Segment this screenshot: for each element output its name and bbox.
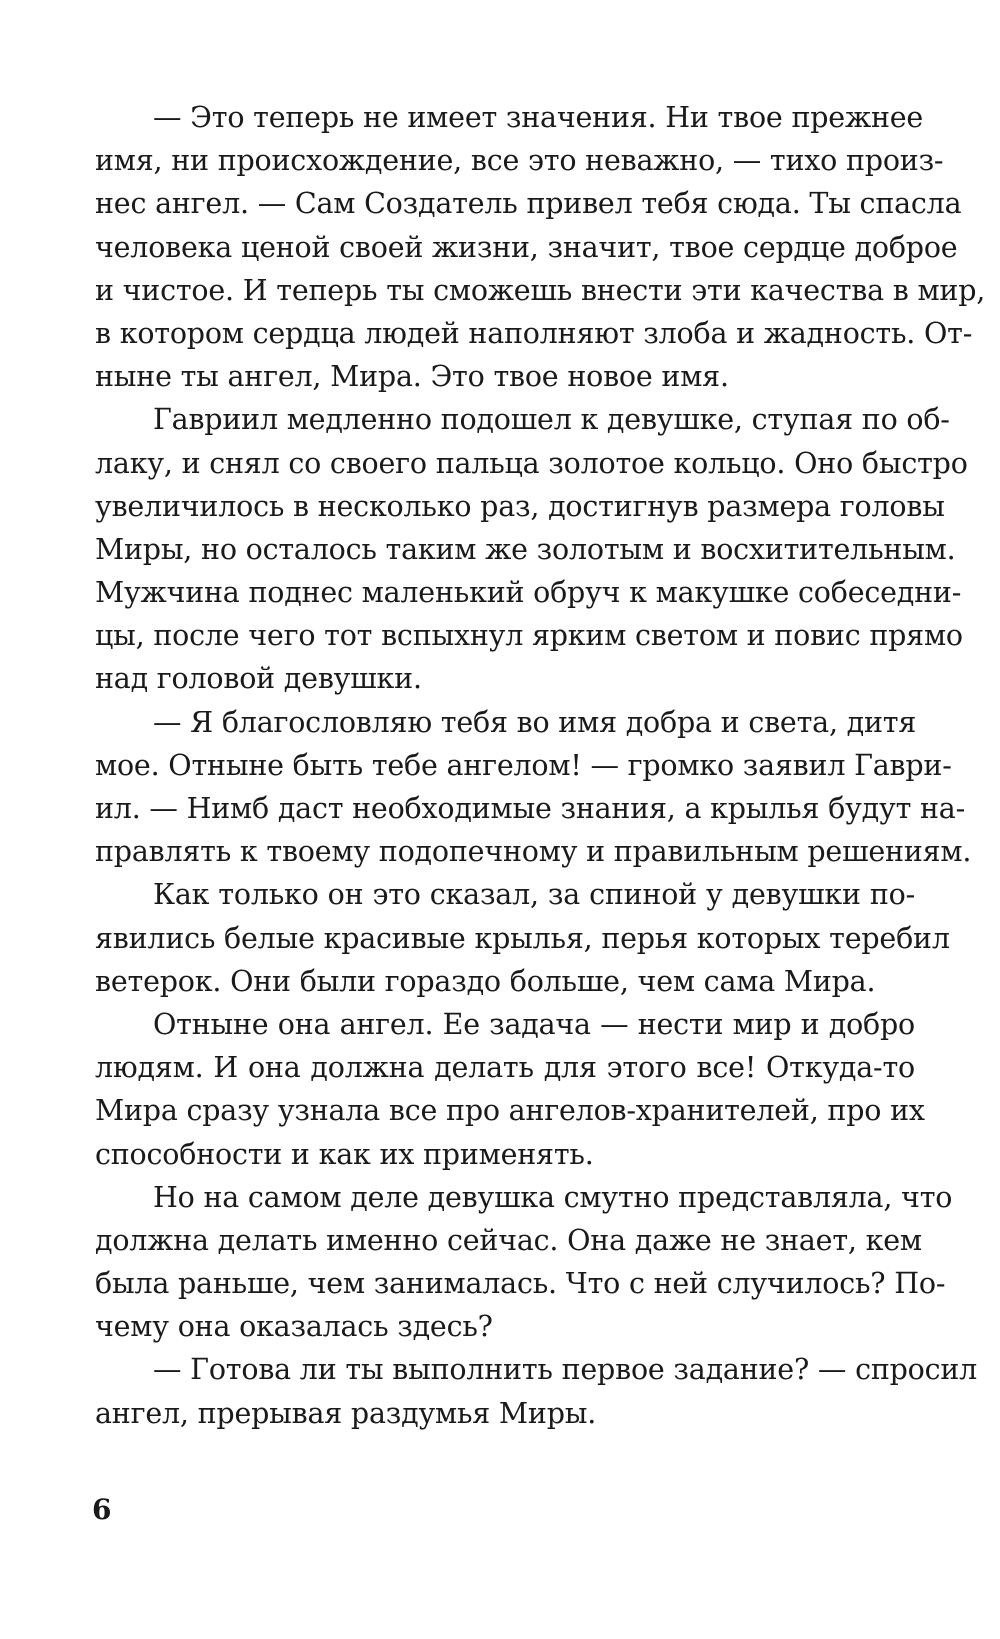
text-line: — Готова ли ты выполнить первое задание? — спросил — [153, 1353, 978, 1387]
text-line: ангел, прерывая раздумья Миры. — [95, 1396, 597, 1430]
text-line: имя, ни происхождение, все это неважно, — тихо произ- — [95, 144, 944, 178]
paragraph — [95, 701, 972, 874]
paragraph — [95, 1003, 925, 1176]
paragraph — [95, 398, 968, 700]
paragraph — [95, 96, 986, 398]
text-line: правлять к твоему подопечному и правильным решениям. — [95, 835, 972, 869]
text-line: — Я благословляю тебя во имя добра и света, дитя — [153, 705, 917, 739]
text-line: была раньше, чем занималась. Что с ней случилось? По- — [95, 1267, 946, 1301]
text-line: способности и как их применять. — [95, 1137, 594, 1171]
text-line: должна делать именно сейчас. Она даже не знает, кем — [95, 1223, 922, 1257]
text-line: увеличилось в несколько раз, достигнув размера головы — [95, 489, 945, 523]
text-line: людям. И она должна делать для этого все! Откуда-то — [95, 1051, 915, 1085]
text-line: явились белые красивые крылья, перья которых теребил — [95, 921, 950, 955]
text-line: чему она оказалась здесь? — [95, 1310, 493, 1344]
text-line: и чистое. И теперь ты сможешь внести эти качества в мир, — [95, 273, 986, 307]
text-line: Мужчина поднес маленький обруч к макушке собеседни- — [95, 576, 962, 610]
text-line: ныне ты ангел, Мира. Это твое новое имя. — [95, 360, 729, 394]
text-line: в котором сердца людей наполняют злоба и жадность. От- — [95, 316, 973, 350]
text-line: Как только он это сказал, за спиной у девушки по- — [153, 878, 915, 912]
text-line: Миры, но осталось таким же золотым и восхитительным. — [95, 532, 956, 566]
text-line: лаку, и снял со своего пальца золотое кольцо. Оно быстро — [95, 446, 968, 480]
text-line: ил. — Нимб даст необходимые знания, а крылья будут на- — [95, 792, 966, 825]
text-line: цы, после чего тот вспыхнул ярким светом и повис прямо — [95, 619, 963, 653]
text-line: нес ангел. — Сам Создатель привел тебя сюда. Ты спасла — [95, 187, 962, 221]
text-line: человека ценой своей жизни, значит, твое сердце доброе — [95, 230, 958, 264]
text-line: мое. Отныне быть тебе ангелом! — громко заявил Гаври- — [95, 748, 952, 782]
text-line: Отныне она ангел. Ее задача — нести мир и добро — [153, 1007, 915, 1041]
paragraph — [95, 873, 950, 1003]
paragraph — [95, 1348, 978, 1434]
text-line: — Это теперь не имеет значения. Ни твое прежнее — [153, 101, 924, 134]
text-line: ветерок. Они были гораздо больше, чем сама Мира. — [95, 964, 876, 998]
text-line: Гавриил медленно подошел к девушке, ступая по об- — [153, 403, 950, 437]
page-number: 6 — [92, 1493, 112, 1526]
text-line: Но на самом деле девушка смутно представляла, что — [153, 1180, 953, 1214]
text-line: над головой девушки. — [95, 662, 422, 696]
text-line: Мира сразу узнала все про ангелов-хранителей, про их — [95, 1094, 925, 1128]
body-text — [95, 96, 986, 1435]
paragraph — [95, 1176, 953, 1349]
